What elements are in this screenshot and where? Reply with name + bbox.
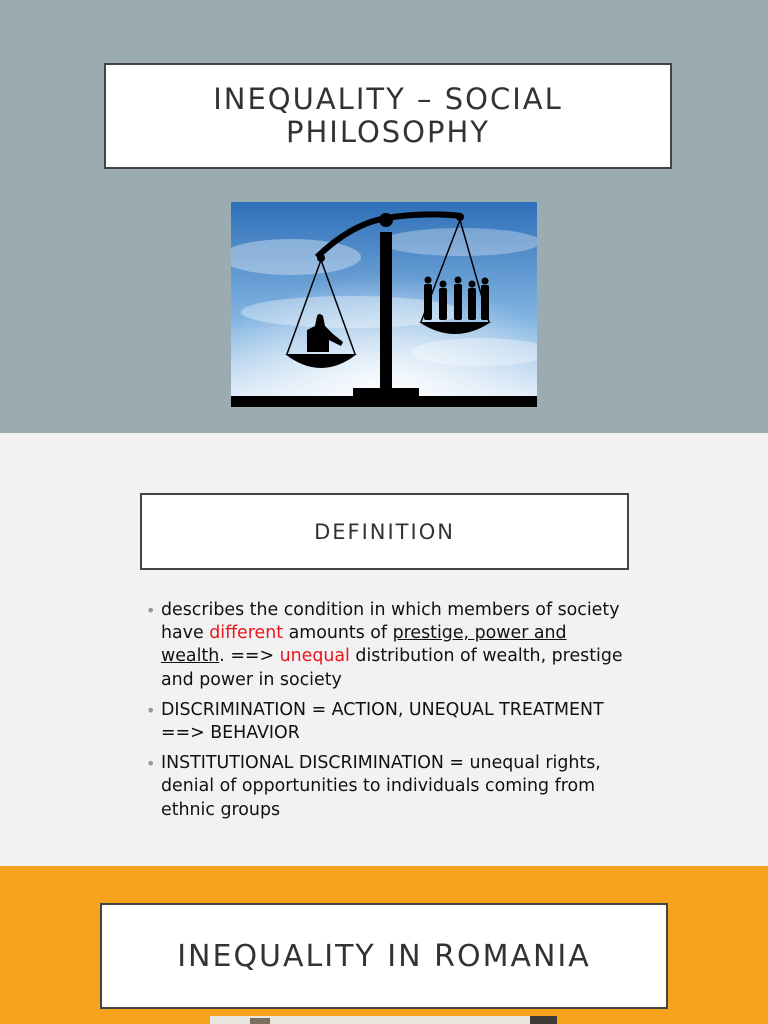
romania-photo-image bbox=[210, 1016, 557, 1024]
balance-scale-image bbox=[231, 202, 537, 407]
highlight-different: different bbox=[209, 623, 284, 644]
slide-title: INEQUALITY – SOCIAL PHILOSOPHY bbox=[104, 63, 672, 169]
bullet-text: amounts of bbox=[283, 623, 393, 644]
bullet-item bbox=[146, 699, 626, 745]
slide-title: INEQUALITY IN ROMANIA bbox=[100, 903, 668, 1009]
bullet-text: DISCRIMINATION = ACTION, UNEQUAL TREATMENT ==> BEHAVIOR bbox=[161, 699, 604, 744]
bullet-text: INSTITUTIONAL DISCRIMINATION = unequal rights, denial of opportunities to individuals coming from ethnic groups bbox=[161, 753, 601, 820]
bullet-text: distribution of wealth, prestige and power in society bbox=[161, 646, 623, 690]
underlined-prestige-power-wealth: prestige, power and wealth bbox=[161, 623, 567, 667]
bullet-text: describes the condition in which members of society have bbox=[161, 600, 620, 644]
slide-title: DEFINITION bbox=[140, 493, 629, 570]
bullet-list bbox=[146, 599, 626, 829]
slide-definition bbox=[0, 433, 768, 866]
bullet-text: . ==> bbox=[219, 646, 280, 667]
bullet-item bbox=[146, 599, 626, 692]
slide-inequality-social-philosophy bbox=[0, 0, 768, 433]
bullet-item bbox=[146, 752, 626, 822]
highlight-unequal: unequal bbox=[279, 646, 350, 667]
slide-inequality-in-romania bbox=[0, 866, 768, 1024]
